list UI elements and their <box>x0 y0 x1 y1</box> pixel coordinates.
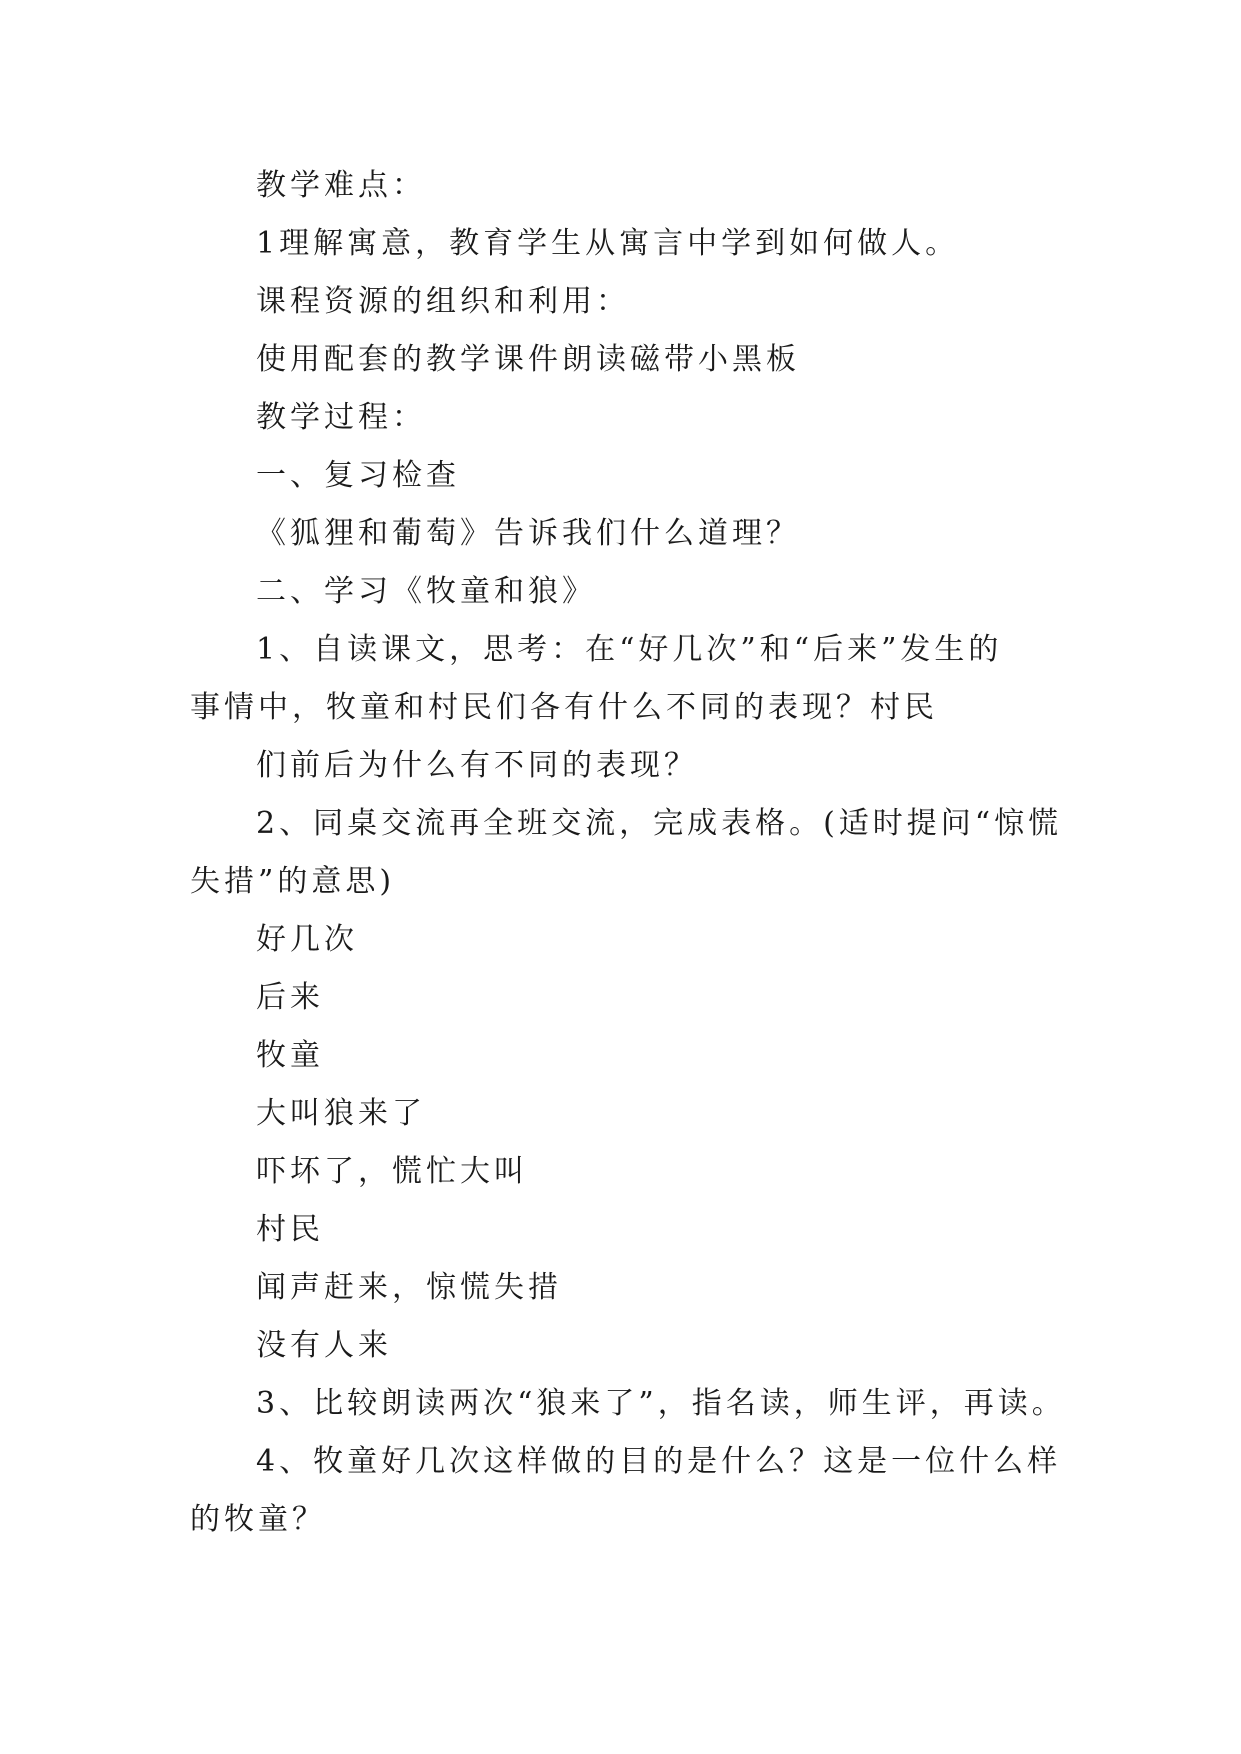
heading-teaching-process: 教学过程： <box>256 400 426 435</box>
table-cell-villagers: 村民 <box>256 1212 324 1247</box>
review-question: 《狐狸和葡萄》告诉我们什么道理？ <box>256 516 800 551</box>
resources-text: 使用配套的教学课件朗读磁带小黑板 <box>256 342 800 377</box>
table-cell-shepherd: 牧童 <box>256 1038 324 1073</box>
difficulty-item-1: 1理解寓意，教育学生从寓言中学到如何做人。 <box>256 226 960 261</box>
table-cell-villagers-first: 闻声赶来，惊慌失措 <box>256 1270 562 1305</box>
table-cell-shepherd-first: 大叫狼来了 <box>256 1096 426 1131</box>
step-4-line-2: 的牧童？ <box>190 1502 326 1537</box>
step-2-line-1: 2、同桌交流再全班交流，完成表格。(适时提问“惊慌 <box>256 806 1063 841</box>
table-cell-shepherd-later: 吓坏了，慌忙大叫 <box>256 1154 528 1189</box>
step-1-line-1: 1、自读课文，思考：在“好几次”和“后来”发生的 <box>256 632 1003 667</box>
step-1-line-2: 事情中，牧童和村民们各有什么不同的表现？村民 <box>190 690 938 725</box>
step-1-line-3: 们前后为什么有不同的表现？ <box>256 748 698 783</box>
section-study-lesson: 二、学习《牧童和狼》 <box>256 574 596 609</box>
section-review: 一、复习检查 <box>256 458 460 493</box>
heading-course-resources: 课程资源的组织和利用： <box>256 284 630 319</box>
table-cell-several-times: 好几次 <box>256 922 358 957</box>
step-4-line-1: 4、牧童好几次这样做的目的是什么？这是一位什么样 <box>256 1444 1062 1479</box>
step-2-line-2: 失措”的意思) <box>190 864 396 899</box>
table-cell-villagers-later: 没有人来 <box>256 1328 392 1363</box>
table-cell-later: 后来 <box>256 980 324 1015</box>
heading-teaching-difficulty: 教学难点： <box>256 168 426 203</box>
step-3: 3、比较朗读两次“狼来了”，指名读，师生评，再读。 <box>256 1386 1066 1421</box>
